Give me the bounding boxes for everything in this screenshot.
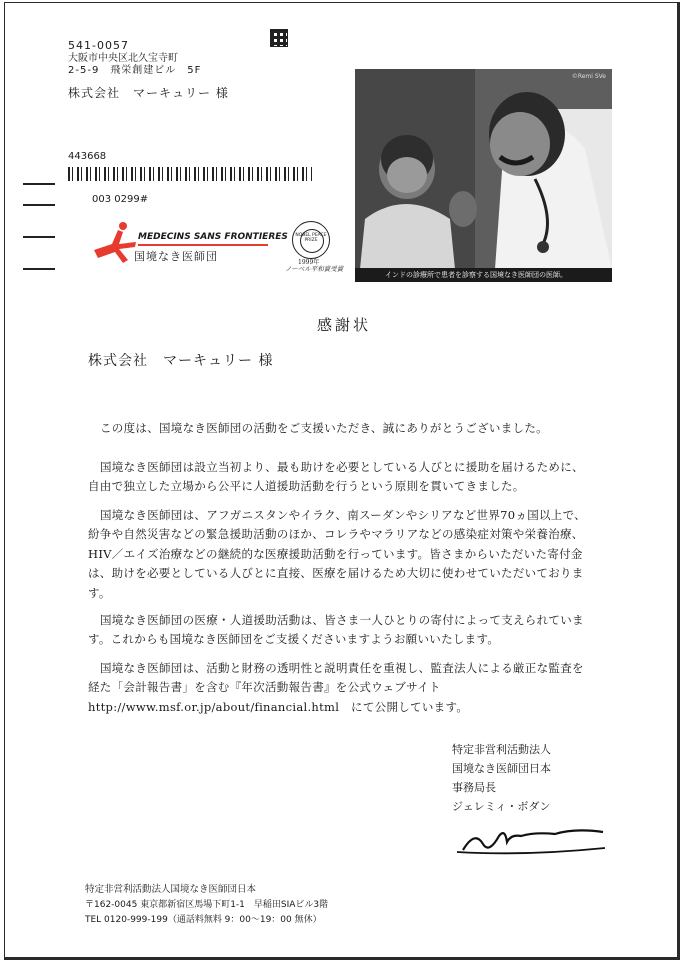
address-line-1: 大阪市中央区北久宝寺町 xyxy=(68,53,178,64)
msf-logo xyxy=(92,218,288,274)
postal-code: 541-0057 xyxy=(68,39,129,52)
customer-number: 443668 xyxy=(68,151,107,162)
fold-mark xyxy=(23,236,55,238)
footer-org: 特定非営利活動法人国境なき医師団日本 xyxy=(85,884,257,895)
address-line-2: 2-5-9 飛栄創建ビル 5F xyxy=(68,65,202,76)
nobel-seal xyxy=(292,221,330,259)
fold-mark xyxy=(23,183,55,185)
doctor-photo xyxy=(355,69,612,282)
seal-caption: ノーベル平和賞受賞 xyxy=(285,265,344,273)
photo-credit: ©Remi SVe xyxy=(571,73,606,80)
letter-recipient: 株式会社 マーキュリー 様 xyxy=(88,353,274,369)
seal-year: 1999年 xyxy=(298,259,320,266)
fold-mark xyxy=(23,268,55,270)
code-number: 003 0299# xyxy=(92,194,149,205)
paragraph: 国境なき医師団の医療・人道援助活動は、皆さま一人ひとりの寄付によって支えられています。これからも国境なき医師団をご支援くださいますようお願いいたします。 xyxy=(88,613,584,647)
footer-address: 〒162-0045 東京都新宿区馬場下町1-1 早稲田SIAビル3階 xyxy=(85,900,329,910)
msf-name-ja: 国境なき医師団 xyxy=(134,250,218,263)
paragraph: 国境なき医師団は、活動と財務の透明性と説明責任を重視し、監査法人による厳正な監査を経た「会計報告書」を含む『年次活動報告書』を公式ウェブサイト http://www.msf.or.jp/about/financial.html にて公開しています。 xyxy=(88,661,584,714)
fold-mark xyxy=(23,204,55,206)
paragraph: 国境なき医師団は、アフガニスタンやイラク、南スーダンやシリアなど世界70ヵ国以上で、紛争や自然災害などの緊急援助活動のほか、コレラやマラリアなどの感染症対策や栄養治療、HIV／エイズ治療などの継続的な医療援助活動を行っています。皆さまからいただいた寄付金は、助けを必要としている人びとに直接、医療を届けるため大切に使わせていただいております。 xyxy=(88,508,586,600)
photo-caption: インドの診療所で患者を診察する国境なき医師団の医師。 xyxy=(355,268,612,282)
logo-rule xyxy=(138,244,268,246)
sig-line-3: 事務局長 xyxy=(452,781,496,794)
seal-text: NOBEL PEACE PRIZE xyxy=(295,233,327,243)
msf-running-man-icon xyxy=(92,220,138,266)
sig-line-1: 特定非営利活動法人 xyxy=(452,743,551,756)
msf-name: MEDECINS SANS FRONTIERES xyxy=(138,232,288,242)
sig-line-4: ジェレミィ・ボダン xyxy=(452,800,551,813)
qr-code-icon xyxy=(270,29,288,47)
handwritten-signature-icon xyxy=(455,822,610,860)
postal-barcode-icon xyxy=(68,167,312,181)
footer-phone: TEL 0120-999-199（通話料無料 9：00～19：00 無休） xyxy=(85,915,322,925)
letter-title: 感謝状 xyxy=(316,316,371,334)
sig-line-2: 国境なき医師団日本 xyxy=(452,762,551,775)
addressee: 株式会社 マーキュリー 様 xyxy=(68,86,229,100)
paragraph: この度は、国境なき医師団の活動をご支援いただき、誠にありがとうございました。 xyxy=(100,421,548,435)
paragraph: 国境なき医師団は設立当初より、最も助けを必要としている人びとに援助を届けるために、自由で独立した立場から公平に人道援助活動を行うという原則を貫いてきました。 xyxy=(88,460,584,494)
